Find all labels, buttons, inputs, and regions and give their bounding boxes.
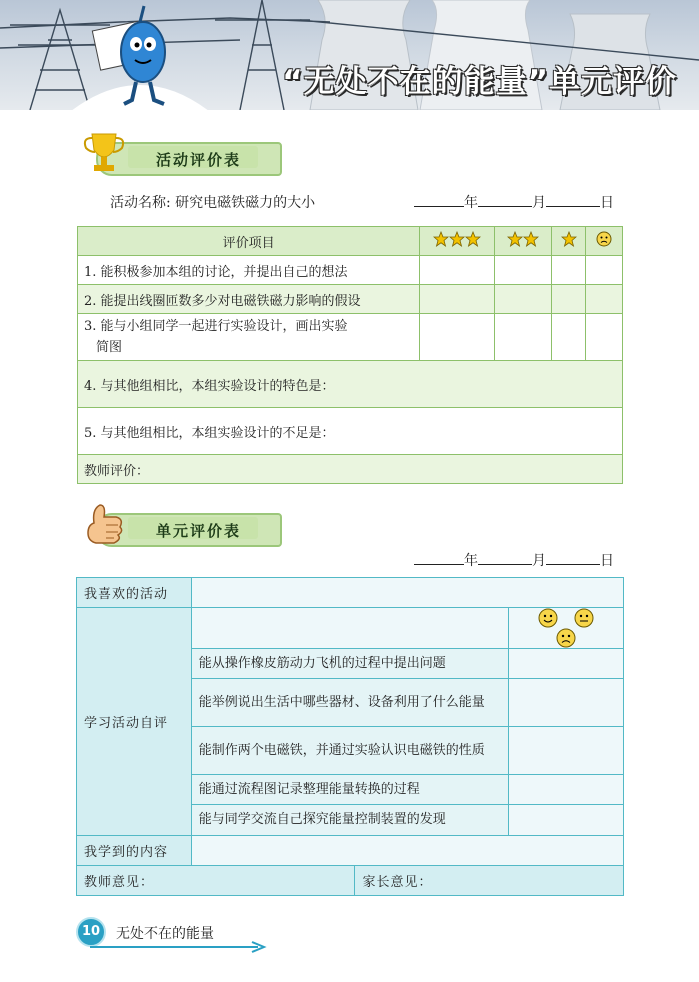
eval-item-2: 2. 能提出线圈匝数多少对电磁铁磁力影响的假设 xyxy=(78,285,420,314)
chapter-title: 无处不在的能量 xyxy=(116,926,214,942)
eval-item-3-line2: 简图 xyxy=(96,340,123,355)
neutral-face-icon xyxy=(574,608,594,628)
table-header-row xyxy=(78,227,623,256)
activity-eval-table xyxy=(77,226,623,484)
table-row xyxy=(77,866,624,896)
favorite-activity-cell[interactable] xyxy=(191,578,623,608)
eval-item-5[interactable]: 5. 与其他组相比，本组实验设计的不足是： xyxy=(78,408,623,455)
day-blank[interactable] xyxy=(546,550,600,565)
unit-title: “无处不在的能量”单元评价 xyxy=(282,64,677,100)
self-eval-item-5: 能与同学交流自己探究能量控制装置的发现 xyxy=(191,805,508,836)
rating-cell[interactable] xyxy=(420,285,495,314)
table-row xyxy=(78,361,623,408)
day-label: 日 xyxy=(600,195,614,211)
month-label: 月 xyxy=(532,553,546,569)
smile-face-icon xyxy=(538,608,558,628)
month-blank[interactable] xyxy=(478,550,532,565)
month-label: 月 xyxy=(532,195,546,211)
unit-eval-heading xyxy=(76,513,280,547)
rating-cell[interactable] xyxy=(495,285,552,314)
frown-face-icon xyxy=(586,227,623,256)
self-eval-item-4: 能通过流程图记录整理能量转换的过程 xyxy=(191,775,508,805)
activity-eval-heading xyxy=(76,142,280,176)
rating-cell[interactable] xyxy=(552,256,586,285)
rating-cell[interactable] xyxy=(552,285,586,314)
footer-arrow-icon xyxy=(90,939,270,953)
eval-item-1: 1. 能积极参加本组的讨论，并提出自己的想法 xyxy=(78,256,420,285)
teacher-eval[interactable]: 教师评价： xyxy=(78,455,623,484)
rating-cell[interactable] xyxy=(420,256,495,285)
rating-cell[interactable] xyxy=(509,649,624,679)
year-blank[interactable] xyxy=(414,192,464,207)
eval-item-3-line1: 3. 能与小组同学一起进行实验设计，画出实验 xyxy=(84,319,348,334)
section-title: 活动评价表 xyxy=(156,151,242,169)
rating-cell[interactable] xyxy=(495,314,552,361)
rating-cell[interactable] xyxy=(509,805,624,836)
rating-cell[interactable] xyxy=(509,679,624,727)
unit-eval-table xyxy=(76,577,624,896)
date-line xyxy=(414,550,614,570)
rating-cell[interactable] xyxy=(509,727,624,775)
rating-cell[interactable] xyxy=(552,314,586,361)
thumbs-up-icon xyxy=(76,501,132,551)
page-number: 10 xyxy=(76,917,106,947)
rating-cell[interactable] xyxy=(586,256,623,285)
learned-cell[interactable] xyxy=(191,836,623,866)
table-row xyxy=(77,608,624,649)
two-stars-icon xyxy=(495,227,552,256)
favorite-activity-label: 我喜欢的活动 xyxy=(77,578,192,608)
header-banner xyxy=(0,0,699,110)
table-row xyxy=(78,408,623,455)
rating-cell[interactable] xyxy=(495,256,552,285)
table-row xyxy=(78,314,623,361)
frown-face-icon xyxy=(556,628,576,648)
parent-opinion[interactable]: 家长意见： xyxy=(355,866,624,896)
day-blank[interactable] xyxy=(546,192,600,207)
face-header xyxy=(509,608,624,649)
eval-item-4[interactable]: 4. 与其他组相比，本组实验设计的特色是： xyxy=(78,361,623,408)
month-blank[interactable] xyxy=(478,192,532,207)
section-title: 单元评价表 xyxy=(156,522,242,540)
three-stars-icon xyxy=(420,227,495,256)
activity-name-line xyxy=(110,192,315,212)
mascot-icon xyxy=(88,0,198,110)
rating-cell[interactable] xyxy=(509,775,624,805)
table-row xyxy=(78,285,623,314)
year-label: 年 xyxy=(464,553,478,569)
trophy-icon xyxy=(76,130,132,178)
activity-name-label: 活动名称: xyxy=(110,195,171,211)
date-line xyxy=(414,192,614,212)
year-label: 年 xyxy=(464,195,478,211)
table-row xyxy=(77,836,624,866)
table-row xyxy=(77,578,624,608)
day-label: 日 xyxy=(600,553,614,569)
rating-cell[interactable] xyxy=(420,314,495,361)
self-eval-item-1: 能从操作橡皮筋动力飞机的过程中提出问题 xyxy=(191,649,508,679)
rating-cell[interactable] xyxy=(586,314,623,361)
learned-label: 我学到的内容 xyxy=(77,836,192,866)
self-eval-item-3: 能制作两个电磁铁，并通过实验认识电磁铁的性质 xyxy=(191,727,508,775)
table-row xyxy=(78,455,623,484)
teacher-opinion[interactable]: 教师意见： xyxy=(77,866,355,896)
activity-name: 研究电磁铁磁力的大小 xyxy=(175,195,316,211)
eval-item-header: 评价项目 xyxy=(78,227,420,256)
table-row xyxy=(78,256,623,285)
self-eval-item-2: 能举例说出生活中哪些器材、设备利用了什么能量 xyxy=(191,679,508,727)
self-eval-label: 学习活动自评 xyxy=(77,608,192,836)
eval-item-3 xyxy=(78,314,420,361)
one-star-icon xyxy=(552,227,586,256)
rating-cell[interactable] xyxy=(586,285,623,314)
year-blank[interactable] xyxy=(414,550,464,565)
